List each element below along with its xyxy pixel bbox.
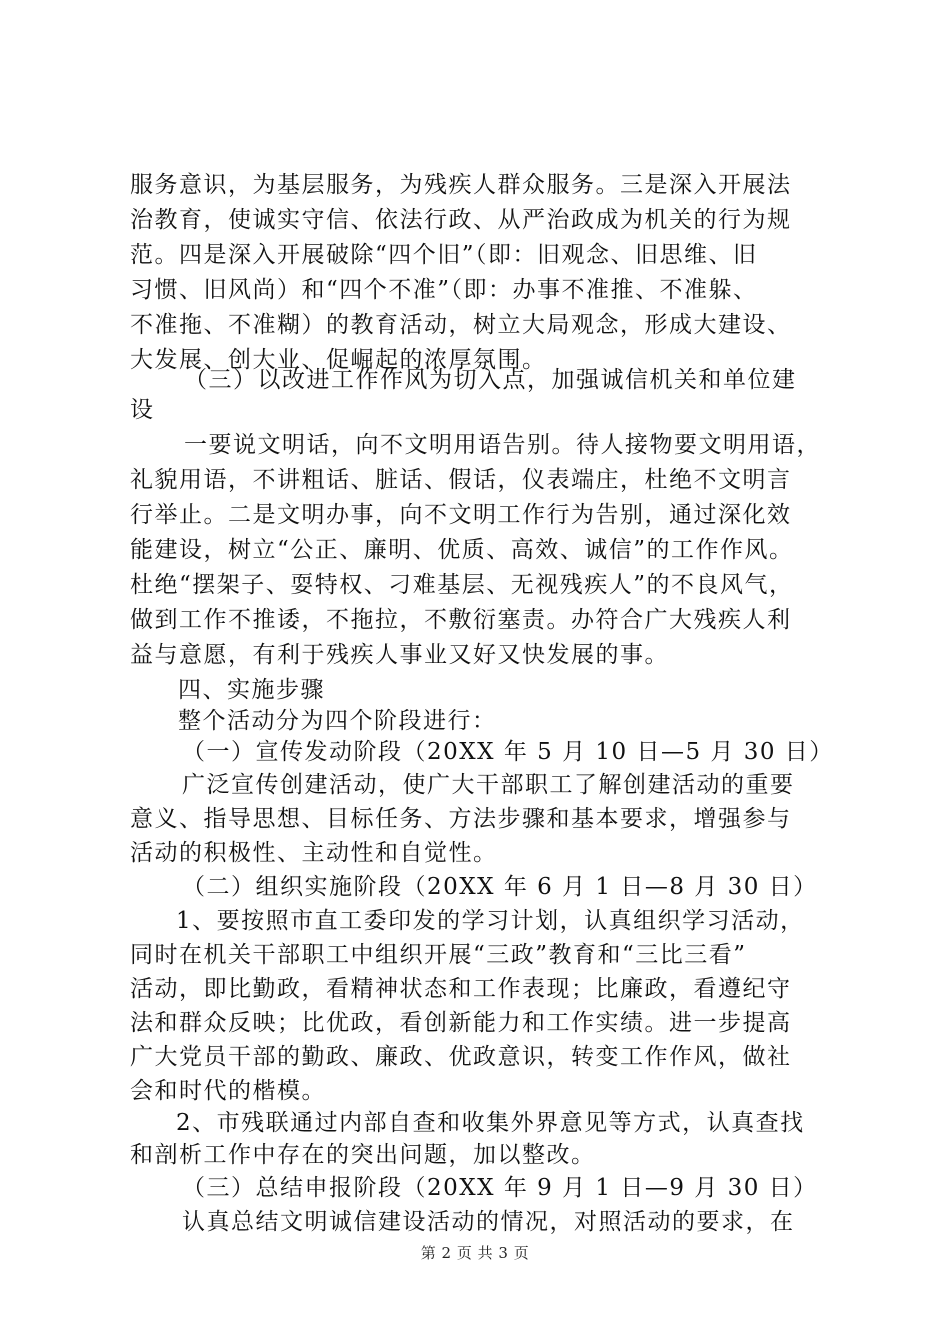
text-line: 治教育，使诚实守信、依法行政、从严治政成为机关的行为规	[130, 207, 792, 233]
text-line: 2、市残联通过内部自查和收集外界意见等方式，认真查找	[176, 1110, 805, 1136]
text-line: 行举止。二是文明办事，向不文明工作行为告别，通过深化效	[130, 502, 792, 528]
text-line: 做到工作不推诿，不拖拉，不敷衍塞责。办符合广大残疾人利	[130, 607, 792, 633]
text-line: 认真总结文明诚信建设活动的情况，对照活动的要求，在	[182, 1209, 795, 1235]
text-line: 大发展、创大业、促崛起的浓厚氛围。	[130, 347, 547, 373]
text-line: 不准拖、不准糊）的教育活动，树立大局观念，形成大建设、	[130, 312, 792, 338]
page-number: 第 2 页 共 3 页	[420, 1244, 530, 1262]
text-line: 会和时代的楷模。	[130, 1078, 326, 1104]
text-line: 广泛宣传创建活动，使广大干部职工了解创建活动的重要	[182, 772, 795, 798]
text-line: 同时在机关干部职工中组织开展“三政”教育和“三比三看”	[130, 942, 747, 968]
section-heading: 四、实施步骤	[178, 677, 325, 703]
stage-heading: （二）组织实施阶段（20XX 年 6 月 1 日—8 月 30 日）	[182, 874, 818, 900]
text-line: 活动的积极性、主动性和自觉性。	[130, 840, 498, 866]
stage-heading: （三）总结申报阶段（20XX 年 9 月 1 日—9 月 30 日）	[182, 1175, 818, 1201]
text-line: 能建设，树立“公正、廉明、优质、高效、诚信”的工作作风。	[130, 537, 794, 563]
text-line: 意义、指导思想、目标任务、方法步骤和基本要求，增强参与	[130, 806, 792, 832]
section-heading-continuation: 设	[130, 397, 155, 423]
text-line: 和剖析工作中存在的突出问题，加以整改。	[130, 1142, 596, 1168]
text-line: 益与意愿，有利于残疾人事业又好又快发展的事。	[130, 642, 669, 668]
text-line: 服务意识，为基层服务，为残疾人群众服务。三是深入开展法	[130, 172, 792, 198]
text-line: 广大党员干部的勤政、廉政、优政意识，转变工作作风，做社	[130, 1044, 792, 1070]
text-line: 杜绝“摆架子、耍特权、刁难基层、无视残疾人”的不良风气，	[130, 572, 794, 598]
stage-heading: （一）宣传发动阶段（20XX 年 5 月 10 日—5 月 30 日）	[182, 739, 834, 765]
text-line: 1、要按照市直工委印发的学习计划，认真组织学习活动，	[176, 908, 805, 934]
text-line: 范。四是深入开展破除“四个旧”（即：旧观念、旧思维、旧	[130, 242, 758, 268]
text-line: 活动，即比勤政，看精神状态和工作表现；比廉政，看遵纪守	[130, 976, 792, 1002]
text-line: 一要说文明话，向不文明用语告别。待人接物要文明用语，	[184, 432, 821, 458]
page-footer	[0, 1243, 950, 1263]
text-line: 习惯、旧风尚）和“四个不准”（即：办事不准推、不准躲、	[130, 277, 758, 303]
text-line: 法和群众反映；比优政，看创新能力和工作实绩。进一步提高	[130, 1010, 792, 1036]
text-line: 礼貌用语，不讲粗话、脏话、假话，仪表端庄，杜绝不文明言	[130, 467, 792, 493]
text-line: 整个活动分为四个阶段进行：	[178, 708, 497, 734]
section-heading: （三）以改进工作作风为切入点，加强诚信机关和单位建	[184, 367, 797, 393]
